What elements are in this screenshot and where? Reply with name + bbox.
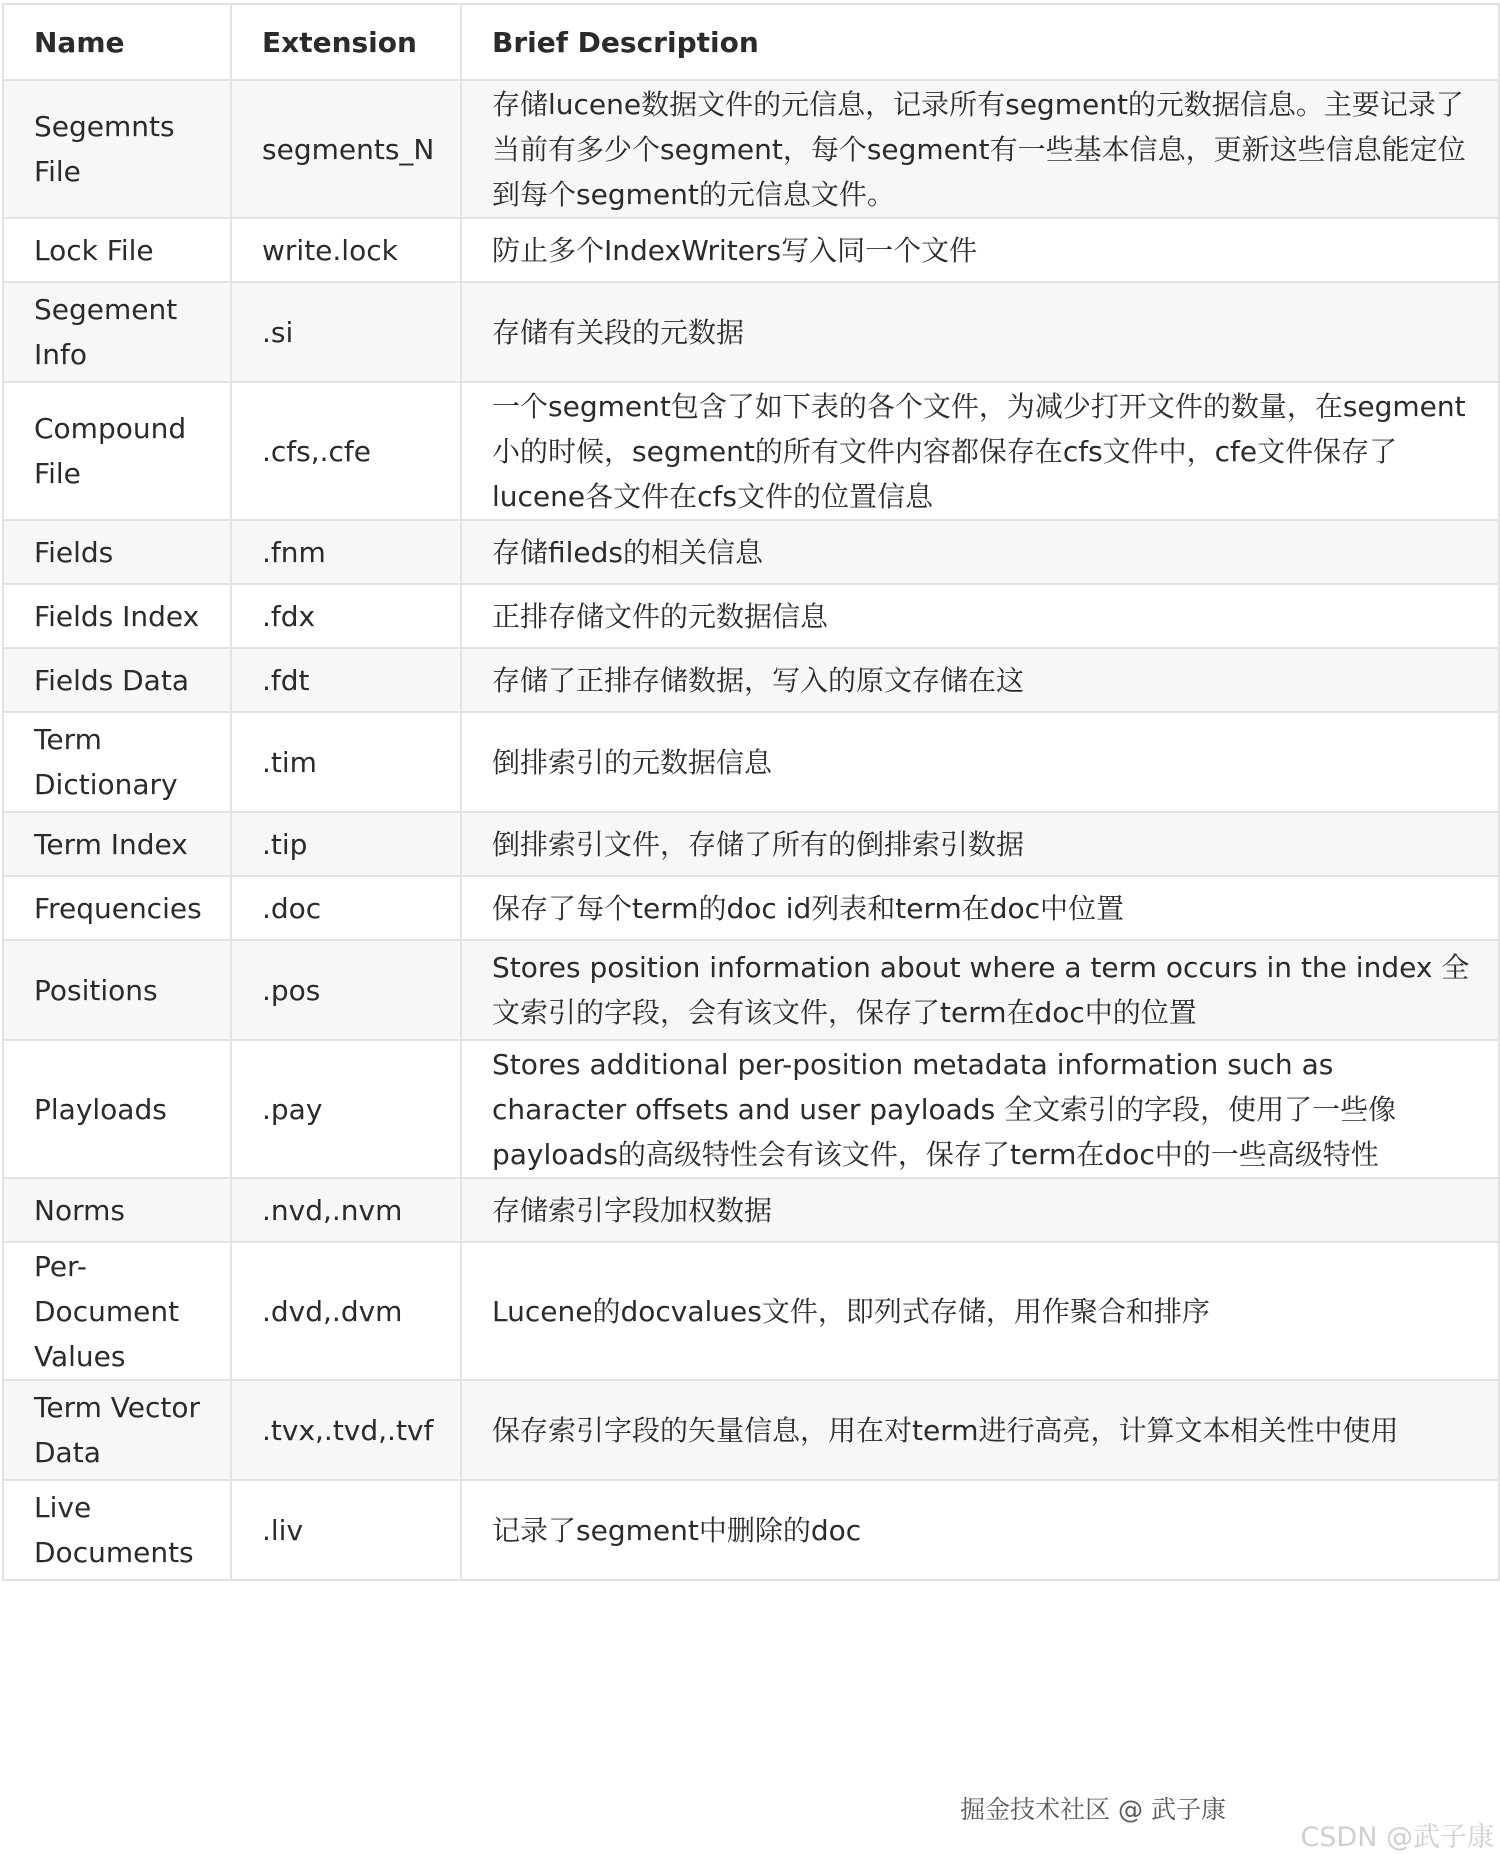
cell-description: 记录了segment中删除的doc: [461, 1480, 1499, 1580]
table-row: [3, 1242, 1499, 1380]
cell-description: 保存了每个term的doc id列表和term在doc中位置: [461, 876, 1499, 940]
cell-description: 正排存储文件的元数据信息: [461, 584, 1499, 648]
cell-extension: .pay: [231, 1040, 461, 1178]
cell-name: Segemnts File: [3, 80, 231, 218]
table-row: [3, 940, 1499, 1040]
table-row: [3, 584, 1499, 648]
table-row: [3, 1380, 1499, 1480]
cell-extension: .cfs,.cfe: [231, 382, 461, 520]
cell-description: 防止多个IndexWriters写入同一个文件: [461, 218, 1499, 282]
cell-extension: .liv: [231, 1480, 461, 1580]
cell-name: Fields Data: [3, 648, 231, 712]
cell-name: Positions: [3, 940, 231, 1040]
cell-name: Term Vector Data: [3, 1380, 231, 1480]
cell-extension: .tvx,.tvd,.tvf: [231, 1380, 461, 1480]
cell-description: 存储lucene数据文件的元信息，记录所有segment的元数据信息。主要记录了当前有多少个segment，每个segment有一些基本信息，更新这些信息能定位到每个segment的元信息文件。: [461, 80, 1499, 218]
cell-extension: .pos: [231, 940, 461, 1040]
cell-description: Stores additional per-position metadata information such as character offsets and user payloads 全文索引的字段，使用了一些像payloads的高级特性会有该文件，保存了term在doc中的一些高级特性: [461, 1040, 1499, 1178]
cell-extension: .tim: [231, 712, 461, 812]
table-row: [3, 218, 1499, 282]
cell-extension: .fdx: [231, 584, 461, 648]
cell-description: 存储索引字段加权数据: [461, 1178, 1499, 1242]
cell-name: Per-Document Values: [3, 1242, 231, 1380]
cell-extension: segments_N: [231, 80, 461, 218]
header-description: Brief Description: [461, 4, 1499, 80]
cell-description: 存储fileds的相关信息: [461, 520, 1499, 584]
csdn-watermark: CSDN @武子康: [1300, 1822, 1494, 1853]
cell-extension: .tip: [231, 812, 461, 876]
cell-extension: .fnm: [231, 520, 461, 584]
cell-name: Compound File: [3, 382, 231, 520]
cell-name: Frequencies: [3, 876, 231, 940]
cell-extension: .fdt: [231, 648, 461, 712]
table-row: [3, 876, 1499, 940]
table-row: [3, 1178, 1499, 1242]
cell-name: Live Documents: [3, 1480, 231, 1580]
cell-extension: .nvd,.nvm: [231, 1178, 461, 1242]
table-row: [3, 1480, 1499, 1580]
cell-name: Lock File: [3, 218, 231, 282]
cell-extension: .si: [231, 282, 461, 382]
cell-name: Term Index: [3, 812, 231, 876]
juejin-watermark: 掘金技术社区 @ 武子康: [960, 1795, 1226, 1824]
table-row: [3, 80, 1499, 218]
table-row: [3, 520, 1499, 584]
cell-description: 一个segment包含了如下表的各个文件，为减少打开文件的数量，在segment小的时候，segment的所有文件内容都保存在cfs文件中，cfe文件保存了lucene各文件在cfs文件的位置信息: [461, 382, 1499, 520]
cell-description: 倒排索引的元数据信息: [461, 712, 1499, 812]
table-row: [3, 648, 1499, 712]
table-row: [3, 712, 1499, 812]
header-name: Name: [3, 4, 231, 80]
table-row: [3, 282, 1499, 382]
cell-description: 保存索引字段的矢量信息，用在对term进行高亮，计算文本相关性中使用: [461, 1380, 1499, 1480]
cell-name: Playloads: [3, 1040, 231, 1178]
cell-name: Fields Index: [3, 584, 231, 648]
header-extension: Extension: [231, 4, 461, 80]
table-row: [3, 1040, 1499, 1178]
cell-extension: .dvd,.dvm: [231, 1242, 461, 1380]
table-row: [3, 382, 1499, 520]
cell-description: 存储了正排存储数据，写入的原文存储在这: [461, 648, 1499, 712]
cell-name: Norms: [3, 1178, 231, 1242]
cell-description: 存储有关段的元数据: [461, 282, 1499, 382]
table-row: [3, 812, 1499, 876]
cell-description: Stores position information about where a term occurs in the index 全文索引的字段，会有该文件，保存了term在doc中的位置: [461, 940, 1499, 1040]
cell-extension: write.lock: [231, 218, 461, 282]
lucene-file-table: [2, 3, 1500, 1581]
cell-name: Term Dictionary: [3, 712, 231, 812]
cell-name: Fields: [3, 520, 231, 584]
table-header-row: [3, 4, 1499, 80]
cell-description: Lucene的docvalues文件，即列式存储，用作聚合和排序: [461, 1242, 1499, 1380]
cell-extension: .doc: [231, 876, 461, 940]
cell-name: Segement Info: [3, 282, 231, 382]
cell-description: 倒排索引文件，存储了所有的倒排索引数据: [461, 812, 1499, 876]
